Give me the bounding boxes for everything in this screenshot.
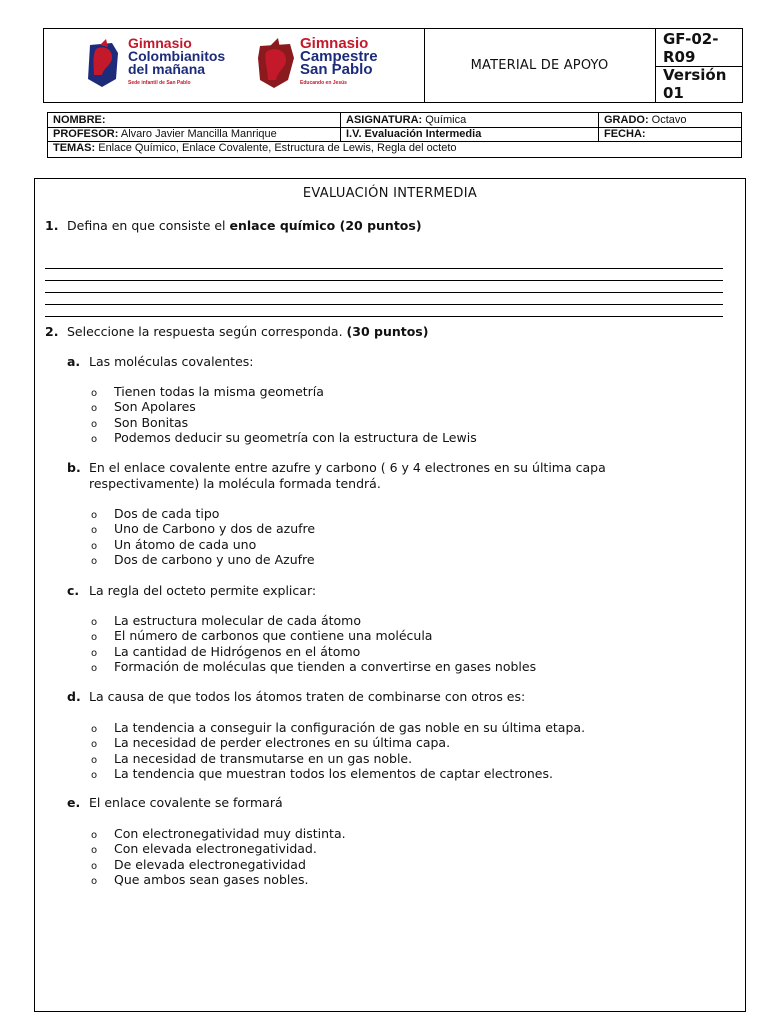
option-text: Son Bonitas bbox=[114, 414, 189, 430]
document-header bbox=[43, 28, 743, 103]
info-row-1 bbox=[48, 113, 741, 128]
bullet-icon: o bbox=[91, 830, 98, 841]
option-item[interactable] bbox=[91, 857, 346, 872]
nombre-label: NOMBRE: bbox=[53, 114, 106, 126]
bullet-icon: o bbox=[91, 662, 98, 674]
part-d-options bbox=[91, 720, 585, 781]
part-d bbox=[67, 689, 727, 705]
logo-campestre bbox=[254, 37, 378, 90]
bullet-icon: o bbox=[91, 754, 98, 766]
option-item[interactable] bbox=[91, 521, 315, 536]
asignatura-value: Química bbox=[422, 114, 467, 126]
fecha-label: FECHA: bbox=[604, 128, 646, 140]
part-text: La causa de que todos los átomos traten de combinarse con otros es: bbox=[89, 689, 526, 704]
part-text: La regla del octeto permite explicar: bbox=[89, 583, 317, 598]
bullet-icon: o bbox=[91, 525, 98, 537]
answer-line[interactable] bbox=[45, 269, 723, 281]
question-1-number: 1. bbox=[45, 218, 59, 233]
horse-shield-icon bbox=[82, 39, 124, 89]
grado-label: GRADO: bbox=[604, 114, 649, 126]
option-item[interactable] bbox=[91, 841, 346, 856]
bullet-icon: o bbox=[91, 632, 98, 644]
bullet-icon: o bbox=[91, 555, 98, 567]
question-2-text: Seleccione la respuesta según corresponda. bbox=[67, 324, 347, 339]
option-text: La necesidad de perder electrones en su última capa. bbox=[114, 735, 451, 751]
option-item[interactable] bbox=[91, 659, 536, 674]
option-item[interactable] bbox=[91, 720, 585, 735]
part-text: En el enlace covalente entre azufre y carbono ( 6 y 4 electrones en su última capa bbox=[89, 460, 606, 475]
bullet-icon: o bbox=[91, 418, 98, 430]
answer-line[interactable] bbox=[45, 281, 723, 293]
part-text: Las moléculas covalentes: bbox=[89, 354, 254, 369]
bullet-icon: o bbox=[91, 769, 98, 781]
option-text: De elevada electronegatividad bbox=[114, 856, 306, 872]
option-item[interactable] bbox=[91, 766, 585, 781]
option-text: Dos de carbono y uno de Azufre bbox=[114, 551, 315, 567]
part-letter: d. bbox=[67, 689, 81, 704]
bullet-icon: o bbox=[91, 647, 98, 659]
option-text: Un átomo de cada uno bbox=[114, 536, 257, 552]
option-text: La cantidad de Hidrógenos en el átomo bbox=[114, 643, 361, 659]
part-c bbox=[67, 583, 727, 599]
info-row-3 bbox=[48, 141, 741, 155]
bullet-icon: o bbox=[91, 388, 98, 399]
answer-line[interactable] bbox=[45, 293, 723, 305]
evaluacion-label: I.V. Evaluación Intermedia bbox=[346, 128, 482, 140]
option-item[interactable] bbox=[91, 415, 477, 430]
question-1-text: Defina en que consiste el bbox=[67, 218, 230, 233]
asignatura-cell bbox=[341, 113, 599, 127]
temas-label: TEMAS: bbox=[53, 142, 96, 154]
part-b-options bbox=[91, 506, 315, 567]
profesor-label: PROFESOR: bbox=[53, 128, 119, 140]
question-2-number: 2. bbox=[45, 324, 59, 339]
part-letter: b. bbox=[67, 460, 81, 475]
option-item[interactable] bbox=[91, 384, 477, 399]
part-a bbox=[67, 354, 727, 370]
question-1 bbox=[45, 218, 422, 233]
bullet-icon: o bbox=[91, 510, 98, 521]
logo1-line2: Colombianitos bbox=[128, 48, 226, 64]
option-item[interactable] bbox=[91, 506, 315, 521]
answer-line[interactable] bbox=[45, 305, 723, 317]
part-c-options bbox=[91, 613, 536, 674]
bullet-icon: o bbox=[91, 403, 98, 415]
option-text: La tendencia a conseguir la configuración de gas noble en su última etapa. bbox=[114, 720, 586, 735]
asignatura-label: ASIGNATURA: bbox=[346, 114, 423, 126]
temas-cell bbox=[48, 141, 741, 155]
fecha-cell[interactable] bbox=[599, 127, 741, 141]
exam-box bbox=[34, 178, 746, 1012]
bullet-icon: o bbox=[91, 724, 98, 735]
bullet-icon: o bbox=[91, 540, 98, 552]
profesor-cell bbox=[48, 127, 341, 141]
option-text: Dos de cada tipo bbox=[114, 506, 220, 521]
document-version: Versión 01 bbox=[663, 66, 727, 102]
document-code: GF-02-R09 bbox=[655, 29, 742, 67]
part-text: El enlace covalente se formará bbox=[89, 795, 283, 810]
option-text: Podemos deducir su geometría con la estructura de Lewis bbox=[114, 429, 477, 445]
option-text: La necesidad de transmutarse en un gas noble. bbox=[114, 750, 413, 766]
part-e-options bbox=[91, 826, 346, 887]
option-item[interactable] bbox=[91, 537, 315, 552]
bullet-icon: o bbox=[91, 617, 98, 628]
option-text: El número de carbonos que contiene una molécula bbox=[114, 628, 433, 644]
question-2-bold: (30 puntos) bbox=[346, 324, 429, 339]
option-item[interactable] bbox=[91, 613, 536, 628]
option-item[interactable] bbox=[91, 872, 346, 887]
grado-cell bbox=[599, 113, 741, 127]
option-text: Son Apolares bbox=[114, 399, 196, 415]
option-text: Con elevada electronegatividad. bbox=[114, 841, 317, 857]
answer-lines[interactable] bbox=[45, 257, 723, 317]
logo2-tagline: Educando en Jesús bbox=[300, 80, 347, 86]
profesor-value: Alvaro Javier Mancilla Manrique bbox=[118, 128, 277, 140]
nombre-cell[interactable] bbox=[48, 113, 341, 127]
document-type: MATERIAL DE APOYO bbox=[424, 29, 656, 102]
option-text: Uno de Carbono y dos de azufre bbox=[114, 521, 316, 537]
part-e bbox=[67, 795, 727, 811]
logo2-line1: Gimnasio bbox=[300, 35, 369, 52]
option-item[interactable] bbox=[91, 552, 315, 567]
logo2-line3: San Pablo bbox=[300, 61, 373, 78]
bullet-icon: o bbox=[91, 845, 98, 857]
logo1-tagline: Sede infantil de San Pablo bbox=[128, 80, 191, 86]
question-2 bbox=[45, 324, 428, 339]
grado-value: Octavo bbox=[648, 114, 687, 126]
info-row-2 bbox=[48, 127, 741, 142]
option-text: La tendencia que muestran todos los elementos de captar electrones. bbox=[114, 765, 553, 781]
option-item[interactable] bbox=[91, 644, 536, 659]
exam-title: EVALUACIÓN INTERMEDIA bbox=[302, 186, 478, 201]
logo1-line3: del mañana bbox=[128, 61, 206, 77]
evaluacion-cell bbox=[341, 127, 599, 141]
part-letter: e. bbox=[67, 795, 81, 810]
option-item[interactable] bbox=[91, 628, 536, 643]
option-text: Con electronegatividad muy distinta. bbox=[114, 826, 346, 841]
part-b bbox=[67, 460, 727, 492]
part-a-options bbox=[91, 384, 477, 445]
bullet-icon: o bbox=[91, 433, 98, 445]
part-letter: a. bbox=[67, 354, 81, 369]
student-info-table bbox=[47, 112, 742, 158]
bullet-icon: o bbox=[91, 875, 98, 887]
logo-colombianitos bbox=[82, 37, 225, 90]
option-item[interactable] bbox=[91, 826, 346, 841]
answer-line[interactable] bbox=[45, 257, 723, 269]
question-1-bold: enlace químico (20 puntos) bbox=[229, 218, 422, 233]
logo1-line1: Gimnasio bbox=[128, 35, 192, 51]
part-letter: c. bbox=[67, 583, 80, 598]
option-text: Tienen todas la misma geometría bbox=[114, 384, 324, 399]
logo2-line2: Campestre bbox=[300, 48, 378, 65]
option-item[interactable] bbox=[91, 751, 585, 766]
option-item[interactable] bbox=[91, 399, 477, 414]
horse-crest-icon bbox=[254, 38, 298, 90]
logos-cell bbox=[44, 29, 425, 102]
option-item[interactable] bbox=[91, 430, 477, 445]
bullet-icon: o bbox=[91, 739, 98, 751]
temas-value: Enlace Químico, Enlace Covalente, Estructura de Lewis, Regla del octeto bbox=[95, 142, 457, 154]
part-text-continued: respectivamente) la molécula formada tendrá. bbox=[89, 476, 381, 491]
option-text: Formación de moléculas que tienden a convertirse en gases nobles bbox=[114, 658, 537, 674]
option-item[interactable] bbox=[91, 735, 585, 750]
option-text: La estructura molecular de cada átomo bbox=[114, 613, 361, 628]
option-text: Que ambos sean gases nobles. bbox=[114, 871, 309, 887]
bullet-icon: o bbox=[91, 860, 98, 872]
